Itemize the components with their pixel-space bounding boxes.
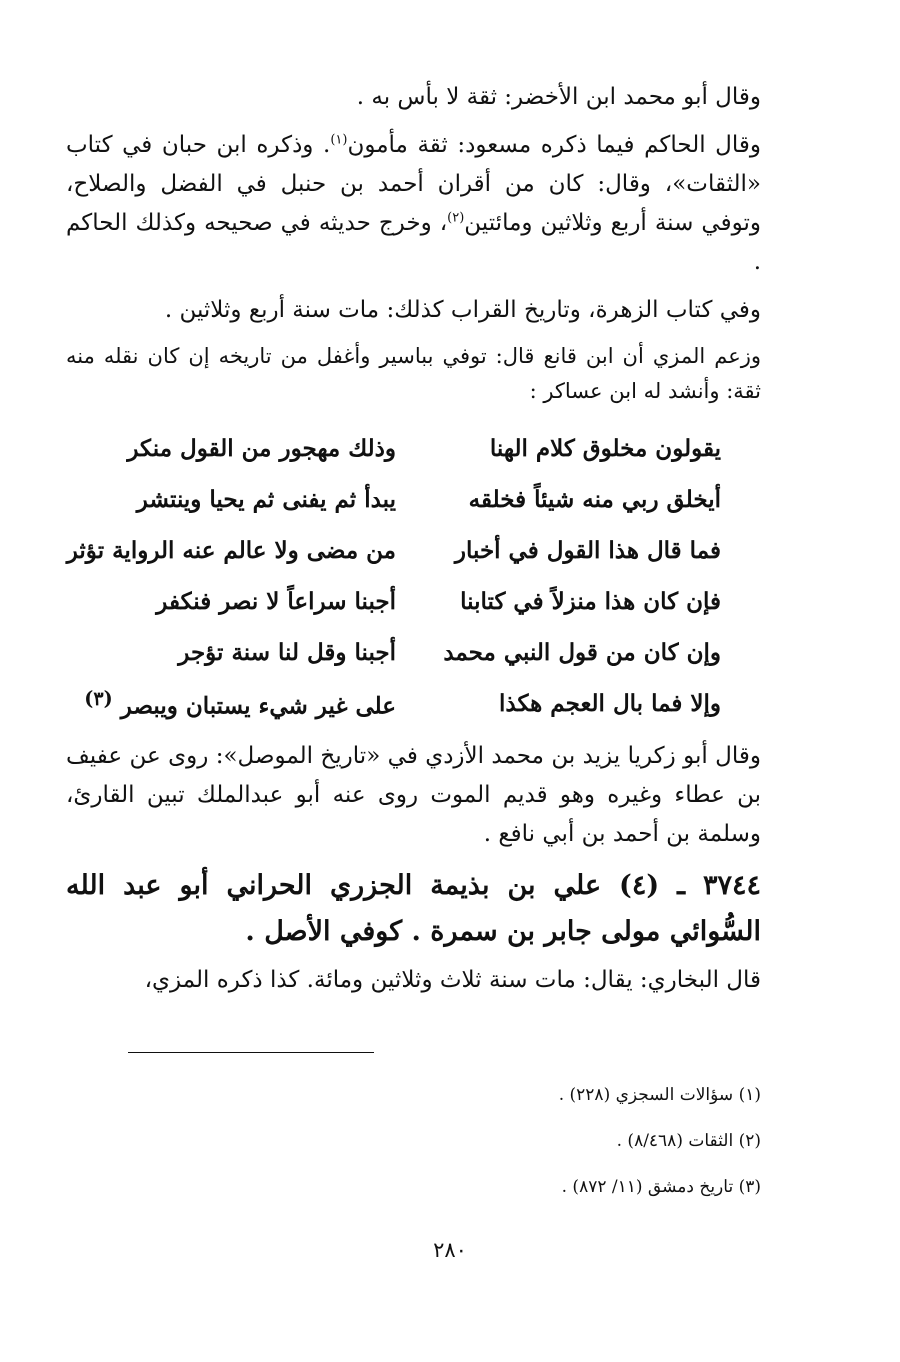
poem — [66, 423, 761, 729]
entry-heading: ٣٧٤٤ ـ (٤) علي بن بذيمة الجزري الحراني أبو عبد الله السُّوائي مولى جابر بن سمرة . كوفي الأصل . — [66, 870, 761, 947]
verse-second-hemistich: أجبنا سراعاً لا نصر فنكفر — [156, 588, 396, 615]
verse-first-hemistich: وإن كان من قول النبي محمد — [443, 639, 721, 666]
verse-second-hemistich: من مضى ولا عالم عنه الرواية تؤثر — [66, 537, 396, 564]
verse-last-text: على غير شيء يستبان ويبصر — [120, 692, 396, 720]
footnotes — [241, 1072, 761, 1210]
footnote: (٢) الثقات (٨/٤٦٨) . — [616, 1131, 761, 1151]
verse-second-hemistich: وذلك مهجور من القول منكر — [127, 435, 396, 462]
poem-verse — [66, 474, 761, 525]
verse-first-hemistich: فإن كان هذا منزلاً في كتابنا — [460, 588, 721, 615]
verse-first-hemistich: وإلا فما بال العجم هكذا — [498, 690, 721, 717]
verse-second-hemistich: أجبنا وقل لنا سنة تؤجر — [178, 639, 396, 666]
paragraph-2-text: وقال الحاكم فيما ذكره مسعود: ثقة مأمون — [347, 132, 762, 158]
footnote-ref-1: (١) — [330, 132, 348, 148]
verse-first-hemistich: أيخلق ربي منه شيئاً فخلقه — [468, 486, 721, 513]
footnote: (١) سؤالات السجزي (٢٢٨) . — [558, 1085, 761, 1105]
page-body — [66, 78, 761, 1009]
paragraph-5: وقال أبو زكريا يزيد بن محمد الأزدي في «تاريخ الموصل»: روى عن عفيف بن عطاء وغيره وهو قديم الموت روى عنه أبو عبدالملك تبين القارئ، وسلمة بن أحمد بن أبي نافع . — [66, 743, 761, 847]
poem-verse — [66, 627, 761, 678]
paragraph-6: قال البخاري: يقال: مات سنة ثلاث وثلاثين ومائة. كذا ذكره المزي، — [144, 967, 761, 993]
paragraph-4: وزعم المزي أن ابن قانع قال: توفي بباسير وأغفل من تاريخه إن كان نقله منه ثقة: وأنشد له ابن عساكر : — [66, 344, 761, 403]
verse-first-hemistich: يقولون مخلوق كلام الهنا — [489, 435, 721, 462]
paragraph-3: وفي كتاب الزهرة، وتاريخ القراب كذلك: مات سنة أربع وثلاثين . — [164, 297, 761, 323]
page-number: ٢٨٠ — [433, 1238, 467, 1262]
paragraph-2-continuation: . وذكره ابن حبان في كتاب «الثقات»، وقال: كان من أقران أحمد بن حنبل في الفضل والصلاح، وتوفي سنة أربع وثلاثين ومائتين — [66, 132, 761, 236]
verse-second-hemistich — [66, 687, 424, 720]
paragraph-2 — [66, 126, 761, 282]
paragraph-1: وقال أبو محمد ابن الأخضر: ثقة لا بأس به . — [356, 84, 761, 110]
footnote-ref-2: (٢) — [447, 210, 465, 226]
footnote-separator — [128, 1052, 374, 1053]
poem-verse — [66, 576, 761, 627]
verse-second-hemistich: يبدأ ثم يفنى ثم يحيا وينتشر — [136, 486, 396, 513]
poem-verse — [66, 678, 761, 729]
poem-verse — [66, 525, 761, 576]
footnote-ref-3: (٣) — [84, 687, 113, 711]
footnote: (٣) تاريخ دمشق (١١/ ٨٧٢) . — [561, 1177, 761, 1197]
poem-verse — [66, 423, 761, 474]
paragraph-2-end: ، وخرج حديثه في صحيحه وكذلك الحاكم . — [66, 210, 761, 275]
verse-first-hemistich: فما قال هذا القول في أخبار — [454, 537, 721, 564]
